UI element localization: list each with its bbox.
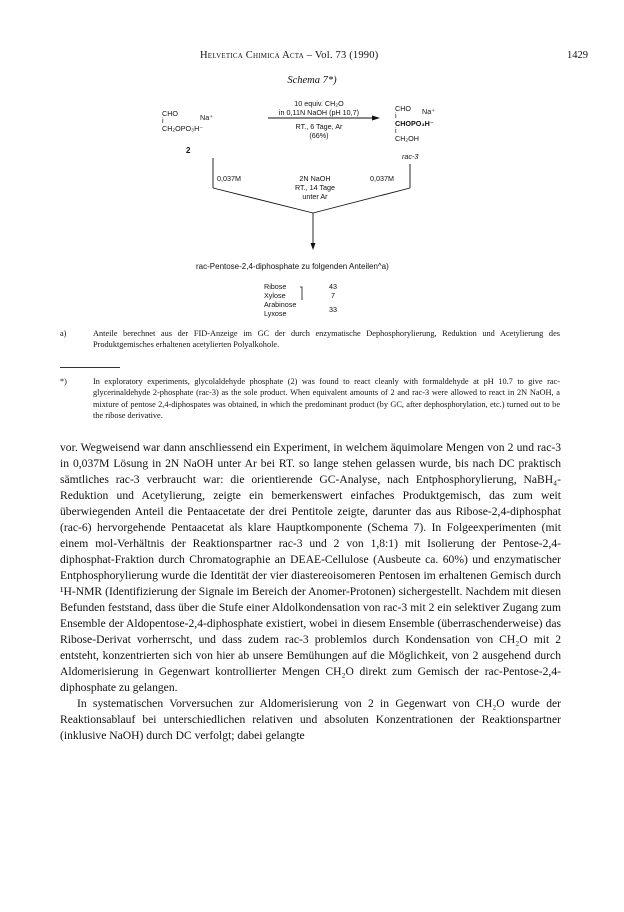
down-arrow-head [311,243,316,250]
table-row [264,282,384,291]
footnote-a-text: Anteile berechnet aus der FID-Anzeige im GC der durch enzymatische Dephosphorylierung, Reduktion und Acetylierung des Produktgemisches erhaltenen acetylierten Polyalkohole. [93,329,560,350]
schema-title: Schema 7*) [287,75,337,86]
product-line4: i [395,126,397,135]
reactant-line1: CHO [162,109,178,118]
combined-value: 33 [329,305,337,314]
reactant-line3: CH₂OPO₃H⁻ [162,124,204,133]
table-row [264,309,384,318]
table-row-name: Lyxose [264,309,287,318]
scheme-arrows [0,0,624,300]
body-paragraph-1: vor. Wegweisend war dann anschliessend ein Experiment, in welchem äquimolare Mengen von 2 und rac-3 in 0,037M Lösung in 2N NaOH unter Ar bei RT. so lange stehen gelassen wurde, bis nach DC praktisch sämtliches rac-3 verbraucht war: die orientierende GC-Analyse, nach Entphosphorylierung, NaBH₄-Reduktion und Acetylierung, zeigte ein bemerkenswert einfaches Produktgemisch, das zum weit überwiegenden Anteil die Pentaacetate der drei Pentitole zeigte, darunter das aus Ribose-2,4-diphosphat (rac-6) hervorgehende Pentaacetat als klare Hauptkomponente (Schema 7). In Folgeexperimenten (mit einem mol-Verhältnis der Reaktionspartner rac-3 und 2 von 1,8:1) mit Isolierung der Pentose-2,4-diphosphat-Fraktion durch Chromatographie an DEAE-Cellulose (Ausbeute ca. 60%) und enzymatischer Entphosphorylierung wurde die Identität der vier diastereoisomeren Pentosen im erhaltenen Gemisch durch ¹H-NMR (Identifizierung der Signale im Bereich der Anomer-Protonen) sichergestellt. Nachdem mit diesen Befunden feststand, dass über die Stufe einer Aldolkondensation von rac-3 mit 2 ein selektiver Zugang zum Ensemble der Aldopentose-2,4-diphosphate existiert, wobei in diesem Ensemble (überraschenderweise) das Ribose-Derivat vorherrscht, und dass zudem rac-3 problemlos durch Kondensation von CH₂O mit 2 entsteht, konzentrierten sich von hier ab unsere Bemühungen auf die Möglichkeit, von 2 ausgehend durch Aldomerisierung in Gegenwart kontrollierter Mengen CH₂O direkt zum Gemisch der rac-Pentose-2,4-diphosphate zu gelangen. [60,441,561,694]
top-condition-2: in 0,11N NaOH (pH 10,7) [278,108,360,117]
reactant-counterion: Na⁺ [200,113,213,122]
right-concentration: 0,037M [370,174,394,183]
top-condition-3: RT., 6 Tage, Ar [295,122,343,131]
footnote-a-marker: a) [60,329,67,338]
footnote-star [60,376,560,422]
pentose-table [264,282,384,318]
product-line2: i [395,111,397,120]
reactant-label: 2 [186,146,191,155]
bottom-condition-2: RT., 14 Tage [294,183,336,192]
table-row [264,291,384,300]
page-number: 1429 [567,50,588,61]
product-label: rac-3 [402,152,419,161]
product-counterion: Na⁺ [422,107,435,116]
product-line3: CHOPO₃H⁻ [395,119,434,128]
table-row [264,300,384,309]
right-converge-line [313,188,410,213]
footnote-star-text: In exploratory experiments, glycolaldehyde phosphate (2) was found to react cleanly with formaldehyde at pH 10.7 to give rac-glycerinaldehyde 2-phosphate (rac-3) as the sole product. When equivalent amounts of 2 and rac-3 were allowed to react in 2N NaOH, a mixture of pentose 2,4-diphospates was obtained, in which the predominant product (by GC, after dephosphorylation, etc.) turned out to be the ribose derivative. [93,377,560,421]
product-line1: CHO [395,104,411,113]
footnote-star-marker: *) [60,377,67,386]
result-label: rac-Pentose-2,4-diphosphate zu folgenden Anteilen^a) [196,262,389,271]
body-paragraph-2: In systematischen Vorversuchen zur Aldomerisierung von 2 in Gegenwart von CH₂O wurde der Reaktionsablauf bei unterschiedlichen relativen und absoluten Konzentrationen der Reaktionspartner (inklusive NaOH) durch DC verfolgt; dabei gelangte [60,697,561,742]
left-converge-line [213,188,313,213]
header-separator: – [306,50,315,61]
table-row-value: 43 [329,282,337,291]
journal-volume: Vol. 73 (1990) [314,50,379,61]
product-line5: CH₂OH [395,134,419,143]
reaction-arrow-head [372,116,380,121]
footnote-a [60,328,560,351]
table-row-name: Arabinose [264,300,297,309]
top-condition-4: (66%) [309,131,329,140]
table-row-name: Xylose [264,291,286,300]
footnote-rule [60,367,120,368]
table-row-value: 7 [331,291,335,300]
journal-name: Helvetica Chimica Acta [200,50,304,61]
body-text [60,440,561,744]
top-condition-1: 10 equiv. CH₂O [294,99,344,108]
reactant-line2: i [162,116,164,125]
left-concentration: 0,037M [217,174,241,183]
table-row-name: Ribose [264,282,287,291]
reaction-scheme [0,0,624,300]
bottom-condition-3: unter Ar [302,192,328,201]
bottom-condition-1: 2N NaOH [299,174,331,183]
